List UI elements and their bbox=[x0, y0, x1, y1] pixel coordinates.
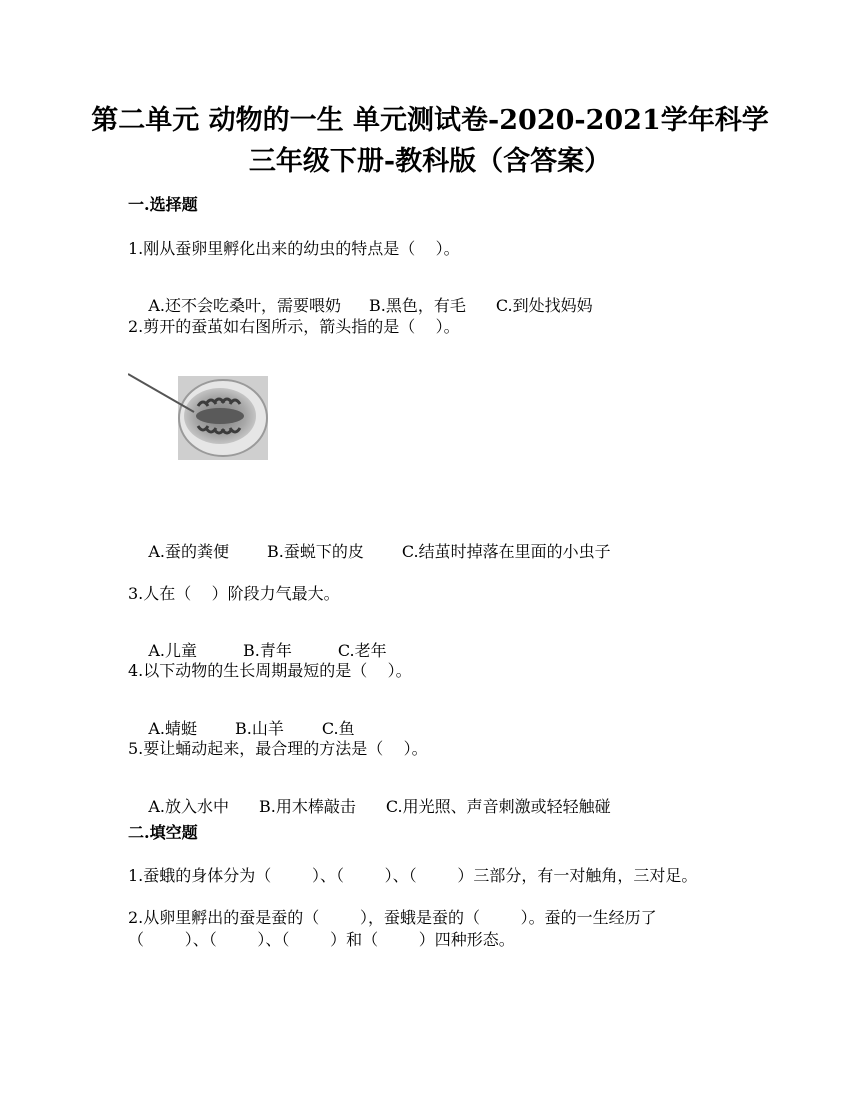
option-b: B.用木棒敲击 bbox=[259, 797, 356, 816]
question-1: 1.刚从蚕卵里孵化出来的幼虫的特点是（ ）。 bbox=[128, 239, 460, 258]
option-c: C.用光照、声音刺激或轻轻触碰 bbox=[385, 797, 611, 816]
question-5: 5.要让蛹动起来，最合理的方法是（ ）。 bbox=[128, 739, 428, 758]
option-a: A.还不会吃桑叶，需要喂奶 bbox=[148, 296, 341, 315]
option-b: B.黑色，有毛 bbox=[369, 296, 466, 315]
fill-question-2-line2: （ ）、（ ）、（ ）和（ ）四种形态。 bbox=[128, 930, 515, 949]
option-a: A.儿童 bbox=[148, 641, 197, 660]
fill-question-1: 1.蚕蛾的身体分为（ ）、（ ）、（ ）三部分，有一对触角，三对足。 bbox=[128, 866, 698, 885]
question-4: 4.以下动物的生长周期最短的是（ ）。 bbox=[128, 661, 412, 680]
section-heading-choice: 一.选择题 bbox=[128, 195, 198, 214]
option-c: C.鱼 bbox=[321, 719, 355, 738]
fill-question-2-line1: 2.从卵里孵出的蚕是蚕的（ ），蚕蛾是蚕的（ ）。蚕的一生经历了 bbox=[128, 908, 657, 927]
option-b: B.山羊 bbox=[235, 719, 284, 738]
option-a: A.放入水中 bbox=[148, 797, 229, 816]
option-b: B.青年 bbox=[243, 641, 292, 660]
question-3: 3.人在（ ）阶段力气最大。 bbox=[128, 584, 340, 603]
cocoon-figure bbox=[128, 368, 270, 463]
option-c: C.到处找妈妈 bbox=[495, 296, 593, 315]
question-2-options bbox=[128, 520, 611, 581]
question-5-options bbox=[128, 775, 611, 836]
option-c: C.老年 bbox=[337, 641, 387, 660]
page-title-line1: 第二单元 动物的一生 单元测试卷-2020-2021学年科学 bbox=[91, 105, 769, 136]
option-a: A.蜻蜓 bbox=[148, 719, 197, 738]
option-b: B.蚕蜕下的皮 bbox=[267, 542, 364, 561]
option-a: A.蚕的粪便 bbox=[148, 542, 229, 561]
section-heading-fill: 二.填空题 bbox=[128, 823, 198, 842]
option-c: C.结茧时掉落在里面的小虫子 bbox=[401, 542, 611, 561]
question-2: 2.剪开的蚕茧如右图所示，箭头指的是（ ）。 bbox=[128, 317, 460, 336]
page-title-line2: 三年级下册-教科版（含答案） bbox=[248, 146, 612, 177]
